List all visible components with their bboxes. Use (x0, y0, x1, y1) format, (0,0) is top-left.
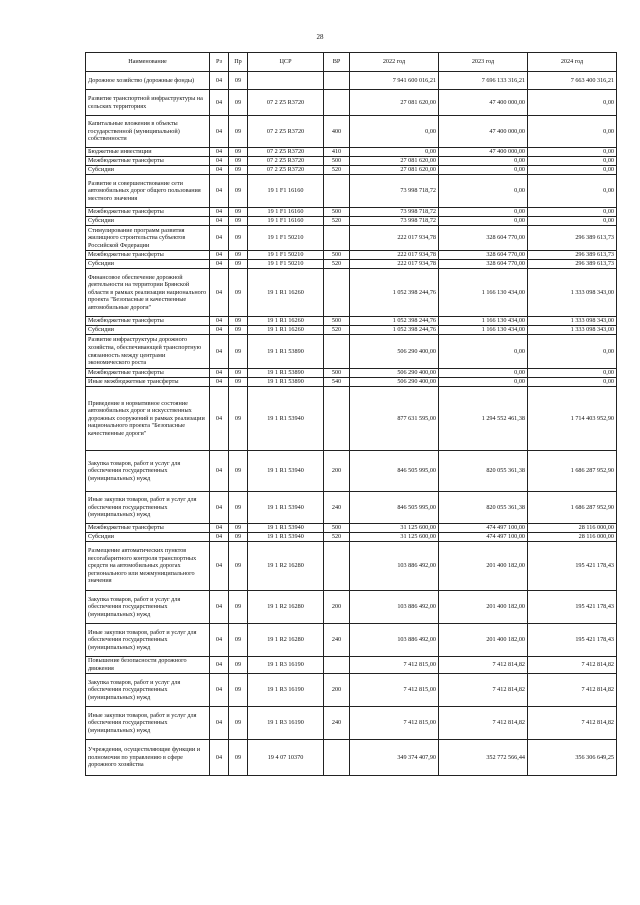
pr-cell: 09 (229, 326, 248, 335)
amount-2022-cell: 73 998 718,72 (350, 217, 439, 226)
table-row (86, 116, 617, 148)
rz-cell: 04 (210, 335, 229, 369)
amount-2022-cell: 0,00 (350, 148, 439, 157)
pr-cell: 09 (229, 533, 248, 542)
vr-cell (324, 226, 350, 251)
pr-cell: 09 (229, 335, 248, 369)
vr-cell (324, 657, 350, 674)
amount-2023-cell: 7 412 814,82 (439, 707, 528, 740)
csr-cell: 19 1 R2 16280 (248, 542, 324, 591)
name-cell: Межбюджетные трансферты (86, 251, 210, 260)
table-row (86, 451, 617, 492)
table-row (86, 208, 617, 217)
name-cell: Размещение автоматических пунктов весогабаритного контроля транспортных средств на автомобильных дорогах регионального или межмуниципального значения (86, 542, 210, 591)
vr-cell: 410 (324, 148, 350, 157)
amount-2022-cell: 27 081 620,00 (350, 157, 439, 166)
amount-2022-cell: 7 412 815,00 (350, 674, 439, 707)
amount-2023-cell: 1 166 130 434,00 (439, 317, 528, 326)
amount-2022-cell: 846 505 995,00 (350, 451, 439, 492)
amount-2022-cell: 506 290 400,00 (350, 335, 439, 369)
amount-2022-cell: 506 290 400,00 (350, 369, 439, 378)
amount-2022-cell: 103 886 492,00 (350, 591, 439, 624)
csr-cell: 19 1 R1 53940 (248, 492, 324, 524)
amount-2022-cell: 222 017 934,78 (350, 260, 439, 269)
rz-cell: 04 (210, 492, 229, 524)
header-2023: 2023 год (439, 53, 528, 72)
rz-cell: 04 (210, 90, 229, 116)
pr-cell: 09 (229, 208, 248, 217)
vr-cell: 200 (324, 674, 350, 707)
csr-cell: 19 1 F1 50210 (248, 260, 324, 269)
rz-cell: 04 (210, 542, 229, 591)
pr-cell: 09 (229, 657, 248, 674)
pr-cell: 09 (229, 226, 248, 251)
name-cell: Бюджетные инвестиции (86, 148, 210, 157)
amount-2023-cell: 7 412 814,82 (439, 657, 528, 674)
rz-cell: 04 (210, 326, 229, 335)
table-row (86, 369, 617, 378)
amount-2022-cell: 73 998 718,72 (350, 175, 439, 208)
csr-cell: 19 1 R1 53890 (248, 335, 324, 369)
name-cell: Межбюджетные трансферты (86, 317, 210, 326)
table-row (86, 72, 617, 90)
table-row (86, 217, 617, 226)
amount-2023-cell: 0,00 (439, 157, 528, 166)
amount-2024-cell: 296 389 613,73 (528, 260, 617, 269)
amount-2024-cell: 0,00 (528, 157, 617, 166)
table-row (86, 148, 617, 157)
header-row (86, 53, 617, 72)
amount-2023-cell: 0,00 (439, 166, 528, 175)
amount-2022-cell: 846 505 995,00 (350, 492, 439, 524)
name-cell: Иные закупки товаров, работ и услуг для обеспечения государственных (муниципальных) нужд (86, 492, 210, 524)
pr-cell: 09 (229, 72, 248, 90)
name-cell: Капитальные вложения в объекты государственной (муниципальной) собственности (86, 116, 210, 148)
amount-2022-cell: 103 886 492,00 (350, 542, 439, 591)
csr-cell: 19 1 R3 16190 (248, 707, 324, 740)
rz-cell: 04 (210, 533, 229, 542)
table-row (86, 260, 617, 269)
vr-cell: 240 (324, 624, 350, 657)
name-cell: Закупка товаров, работ и услуг для обеспечения государственных (муниципальных) нужд (86, 591, 210, 624)
vr-cell: 500 (324, 317, 350, 326)
pr-cell: 09 (229, 740, 248, 776)
pr-cell: 09 (229, 217, 248, 226)
rz-cell: 04 (210, 740, 229, 776)
name-cell: Дорожное хозяйство (дорожные фонды) (86, 72, 210, 90)
table-row (86, 157, 617, 166)
table-row (86, 674, 617, 707)
table-row (86, 251, 617, 260)
amount-2024-cell: 0,00 (528, 217, 617, 226)
name-cell: Межбюджетные трансферты (86, 157, 210, 166)
pr-cell: 09 (229, 157, 248, 166)
table-row (86, 707, 617, 740)
vr-cell: 500 (324, 157, 350, 166)
name-cell: Закупка товаров, работ и услуг для обеспечения государственных (муниципальных) нужд (86, 674, 210, 707)
amount-2022-cell: 27 081 620,00 (350, 90, 439, 116)
pr-cell: 09 (229, 175, 248, 208)
pr-cell: 09 (229, 260, 248, 269)
amount-2024-cell: 7 412 814,82 (528, 674, 617, 707)
pr-cell: 09 (229, 674, 248, 707)
rz-cell: 04 (210, 269, 229, 317)
rz-cell: 04 (210, 657, 229, 674)
pr-cell: 09 (229, 624, 248, 657)
pr-cell: 09 (229, 269, 248, 317)
rz-cell: 04 (210, 674, 229, 707)
amount-2024-cell: 0,00 (528, 148, 617, 157)
vr-cell: 540 (324, 378, 350, 387)
vr-cell: 500 (324, 369, 350, 378)
amount-2023-cell: 1 294 552 461,38 (439, 387, 528, 451)
rz-cell: 04 (210, 317, 229, 326)
csr-cell: 19 1 R1 53940 (248, 387, 324, 451)
name-cell: Развитие и совершенствование сети автомобильных дорог общего пользования местного значения (86, 175, 210, 208)
csr-cell: 19 1 R1 16260 (248, 317, 324, 326)
vr-cell: 500 (324, 524, 350, 533)
vr-cell: 200 (324, 451, 350, 492)
vr-cell (324, 335, 350, 369)
amount-2024-cell: 195 421 178,43 (528, 542, 617, 591)
header-2022: 2022 год (350, 53, 439, 72)
amount-2023-cell: 1 166 130 434,00 (439, 269, 528, 317)
rz-cell: 04 (210, 260, 229, 269)
table-row (86, 326, 617, 335)
pr-cell: 09 (229, 369, 248, 378)
table-row (86, 166, 617, 175)
amount-2024-cell: 0,00 (528, 175, 617, 208)
amount-2024-cell: 1 333 098 343,00 (528, 269, 617, 317)
amount-2022-cell: 31 125 600,00 (350, 533, 439, 542)
csr-cell: 07 2 Z5 R3720 (248, 90, 324, 116)
name-cell: Субсидии (86, 260, 210, 269)
amount-2024-cell: 1 686 287 952,90 (528, 451, 617, 492)
pr-cell: 09 (229, 492, 248, 524)
rz-cell: 04 (210, 451, 229, 492)
csr-cell: 19 1 R3 16190 (248, 674, 324, 707)
name-cell: Межбюджетные трансферты (86, 524, 210, 533)
name-cell: Субсидии (86, 533, 210, 542)
table-row (86, 378, 617, 387)
amount-2023-cell: 201 400 182,00 (439, 591, 528, 624)
csr-cell: 07 2 Z5 R3720 (248, 166, 324, 175)
csr-cell: 07 2 Z5 R3720 (248, 157, 324, 166)
name-cell: Развитие транспортной инфраструктуры на сельских территориях (86, 90, 210, 116)
name-cell: Межбюджетные трансферты (86, 369, 210, 378)
rz-cell: 04 (210, 378, 229, 387)
amount-2024-cell: 0,00 (528, 369, 617, 378)
amount-2022-cell: 7 941 600 016,21 (350, 72, 439, 90)
csr-cell: 19 1 F1 16160 (248, 175, 324, 208)
amount-2024-cell: 195 421 178,43 (528, 591, 617, 624)
table-row (86, 740, 617, 776)
amount-2023-cell: 0,00 (439, 217, 528, 226)
csr-cell: 19 1 F1 50210 (248, 251, 324, 260)
pr-cell: 09 (229, 251, 248, 260)
name-cell: Приведение в нормативное состояние автомобильных дорог и искусственных дорожных сооружений в рамках реализации национального проекта "Безопасные качественные дороги" (86, 387, 210, 451)
amount-2022-cell: 103 886 492,00 (350, 624, 439, 657)
amount-2024-cell: 28 116 000,00 (528, 524, 617, 533)
table-row (86, 492, 617, 524)
amount-2024-cell: 1 333 098 343,00 (528, 326, 617, 335)
table-row (86, 542, 617, 591)
csr-cell: 19 1 R1 53940 (248, 451, 324, 492)
csr-cell: 19 4 07 10370 (248, 740, 324, 776)
csr-cell: 19 1 F1 16160 (248, 217, 324, 226)
rz-cell: 04 (210, 624, 229, 657)
pr-cell: 09 (229, 542, 248, 591)
amount-2024-cell: 1 714 403 952,90 (528, 387, 617, 451)
vr-cell (324, 387, 350, 451)
amount-2022-cell: 349 374 407,90 (350, 740, 439, 776)
rz-cell: 04 (210, 369, 229, 378)
pr-cell: 09 (229, 524, 248, 533)
amount-2022-cell: 1 052 398 244,76 (350, 269, 439, 317)
header-csr: ЦСР (248, 53, 324, 72)
rz-cell: 04 (210, 707, 229, 740)
amount-2024-cell: 296 389 613,73 (528, 226, 617, 251)
amount-2023-cell: 328 604 770,00 (439, 226, 528, 251)
header-pr: Пр (229, 53, 248, 72)
vr-cell: 520 (324, 533, 350, 542)
vr-cell: 200 (324, 591, 350, 624)
amount-2023-cell: 7 696 133 316,21 (439, 72, 528, 90)
pr-cell: 09 (229, 707, 248, 740)
vr-cell: 240 (324, 492, 350, 524)
amount-2022-cell: 7 412 815,00 (350, 657, 439, 674)
csr-cell: 19 1 R1 53940 (248, 524, 324, 533)
amount-2024-cell: 28 116 000,00 (528, 533, 617, 542)
rz-cell: 04 (210, 251, 229, 260)
amount-2023-cell: 328 604 770,00 (439, 260, 528, 269)
amount-2023-cell: 7 412 814,82 (439, 674, 528, 707)
amount-2023-cell: 0,00 (439, 175, 528, 208)
vr-cell (324, 740, 350, 776)
amount-2024-cell: 195 421 178,43 (528, 624, 617, 657)
table-row (86, 533, 617, 542)
amount-2022-cell: 1 052 398 244,76 (350, 317, 439, 326)
amount-2023-cell: 474 497 100,00 (439, 524, 528, 533)
amount-2023-cell: 0,00 (439, 335, 528, 369)
csr-cell: 19 1 F1 16160 (248, 208, 324, 217)
amount-2022-cell: 877 631 595,00 (350, 387, 439, 451)
name-cell: Субсидии (86, 166, 210, 175)
amount-2023-cell: 47 400 000,00 (439, 116, 528, 148)
table-row (86, 624, 617, 657)
amount-2023-cell: 0,00 (439, 369, 528, 378)
table-row (86, 317, 617, 326)
csr-cell: 07 2 Z5 R3720 (248, 116, 324, 148)
pr-cell: 09 (229, 116, 248, 148)
amount-2024-cell: 7 663 400 316,21 (528, 72, 617, 90)
name-cell: Межбюджетные трансферты (86, 208, 210, 217)
amount-2024-cell: 1 333 098 343,00 (528, 317, 617, 326)
pr-cell: 09 (229, 90, 248, 116)
rz-cell: 04 (210, 116, 229, 148)
pr-cell: 09 (229, 591, 248, 624)
rz-cell: 04 (210, 208, 229, 217)
rz-cell: 04 (210, 387, 229, 451)
vr-cell: 520 (324, 217, 350, 226)
name-cell: Иные межбюджетные трансферты (86, 378, 210, 387)
amount-2024-cell: 0,00 (528, 335, 617, 369)
name-cell: Развитие инфраструктуры дорожного хозяйства, обеспечивающей транспортную связанность между центрами экономического роста (86, 335, 210, 369)
pr-cell: 09 (229, 148, 248, 157)
vr-cell: 520 (324, 166, 350, 175)
name-cell: Иные закупки товаров, работ и услуг для обеспечения государственных (муниципальных) нужд (86, 707, 210, 740)
amount-2023-cell: 352 772 566,44 (439, 740, 528, 776)
budget-table (85, 52, 617, 776)
rz-cell: 04 (210, 148, 229, 157)
pr-cell: 09 (229, 387, 248, 451)
name-cell: Закупка товаров, работ и услуг для обеспечения государственных (муниципальных) нужд (86, 451, 210, 492)
amount-2023-cell: 328 604 770,00 (439, 251, 528, 260)
csr-cell: 19 1 R1 53890 (248, 378, 324, 387)
amount-2024-cell: 7 412 814,82 (528, 707, 617, 740)
amount-2022-cell: 1 052 398 244,76 (350, 326, 439, 335)
amount-2023-cell: 201 400 182,00 (439, 542, 528, 591)
vr-cell: 500 (324, 208, 350, 217)
amount-2023-cell: 47 400 000,00 (439, 90, 528, 116)
name-cell: Субсидии (86, 326, 210, 335)
name-cell: Субсидии (86, 217, 210, 226)
amount-2023-cell: 201 400 182,00 (439, 624, 528, 657)
csr-cell: 07 2 Z5 R3720 (248, 148, 324, 157)
amount-2023-cell: 0,00 (439, 208, 528, 217)
vr-cell (324, 175, 350, 208)
page-number: 28 (316, 33, 324, 41)
rz-cell: 04 (210, 157, 229, 166)
rz-cell: 04 (210, 217, 229, 226)
vr-cell: 520 (324, 260, 350, 269)
amount-2024-cell: 0,00 (528, 166, 617, 175)
amount-2024-cell: 0,00 (528, 116, 617, 148)
amount-2023-cell: 0,00 (439, 378, 528, 387)
header-2024: 2024 год (528, 53, 617, 72)
table-row (86, 591, 617, 624)
vr-cell: 500 (324, 251, 350, 260)
name-cell: Иные закупки товаров, работ и услуг для обеспечения государственных (муниципальных) нужд (86, 624, 210, 657)
vr-cell (324, 90, 350, 116)
amount-2024-cell: 1 686 287 952,90 (528, 492, 617, 524)
header-vr: ВР (324, 53, 350, 72)
name-cell: Финансовое обеспечение дорожной деятельности на территории Брянской области в рамках реализации национального проекта "Безопасные и качественные автомобильные дороги" (86, 269, 210, 317)
table-row (86, 524, 617, 533)
vr-cell: 520 (324, 326, 350, 335)
name-cell: Стимулирование программ развития жилищного строительства субъектов Российской Федерации (86, 226, 210, 251)
csr-cell: 19 1 R1 53940 (248, 533, 324, 542)
table-body (86, 72, 617, 776)
amount-2022-cell: 506 290 400,00 (350, 378, 439, 387)
name-cell: Учреждения, осуществляющие функции и полномочия по управлению в сфере дорожного хозяйства (86, 740, 210, 776)
csr-cell (248, 72, 324, 90)
rz-cell: 04 (210, 226, 229, 251)
vr-cell: 240 (324, 707, 350, 740)
amount-2024-cell: 0,00 (528, 378, 617, 387)
amount-2024-cell: 0,00 (528, 90, 617, 116)
rz-cell: 04 (210, 591, 229, 624)
amount-2023-cell: 1 166 130 434,00 (439, 326, 528, 335)
rz-cell: 04 (210, 524, 229, 533)
pr-cell: 09 (229, 166, 248, 175)
table-row (86, 387, 617, 451)
amount-2023-cell: 474 497 100,00 (439, 533, 528, 542)
amount-2023-cell: 820 055 361,38 (439, 492, 528, 524)
amount-2024-cell: 296 389 613,73 (528, 251, 617, 260)
header-rz: Рз (210, 53, 229, 72)
vr-cell (324, 72, 350, 90)
amount-2022-cell: 0,00 (350, 116, 439, 148)
csr-cell: 19 1 R3 16190 (248, 657, 324, 674)
amount-2024-cell: 7 412 814,82 (528, 657, 617, 674)
rz-cell: 04 (210, 175, 229, 208)
amount-2024-cell: 356 306 649,25 (528, 740, 617, 776)
vr-cell: 400 (324, 116, 350, 148)
pr-cell: 09 (229, 451, 248, 492)
pr-cell: 09 (229, 317, 248, 326)
csr-cell: 19 1 F1 50210 (248, 226, 324, 251)
csr-cell: 19 1 R1 16260 (248, 269, 324, 317)
table-row (86, 335, 617, 369)
csr-cell: 19 1 R1 16260 (248, 326, 324, 335)
rz-cell: 04 (210, 166, 229, 175)
csr-cell: 19 1 R2 16280 (248, 624, 324, 657)
header-name: Наименование (86, 53, 210, 72)
pr-cell: 09 (229, 378, 248, 387)
rz-cell: 04 (210, 72, 229, 90)
amount-2022-cell: 222 017 934,78 (350, 251, 439, 260)
csr-cell: 19 1 R2 16280 (248, 591, 324, 624)
table-row (86, 269, 617, 317)
table-row (86, 226, 617, 251)
amount-2022-cell: 222 017 934,78 (350, 226, 439, 251)
vr-cell (324, 542, 350, 591)
amount-2024-cell: 0,00 (528, 208, 617, 217)
table-row (86, 175, 617, 208)
amount-2022-cell: 31 125 600,00 (350, 524, 439, 533)
amount-2023-cell: 47 400 000,00 (439, 148, 528, 157)
table-row (86, 657, 617, 674)
amount-2023-cell: 820 055 361,38 (439, 451, 528, 492)
csr-cell: 19 1 R1 53890 (248, 369, 324, 378)
amount-2022-cell: 7 412 815,00 (350, 707, 439, 740)
amount-2022-cell: 27 081 620,00 (350, 166, 439, 175)
vr-cell (324, 269, 350, 317)
amount-2022-cell: 73 998 718,72 (350, 208, 439, 217)
name-cell: Повышение безопасности дорожного движения (86, 657, 210, 674)
table-row (86, 90, 617, 116)
